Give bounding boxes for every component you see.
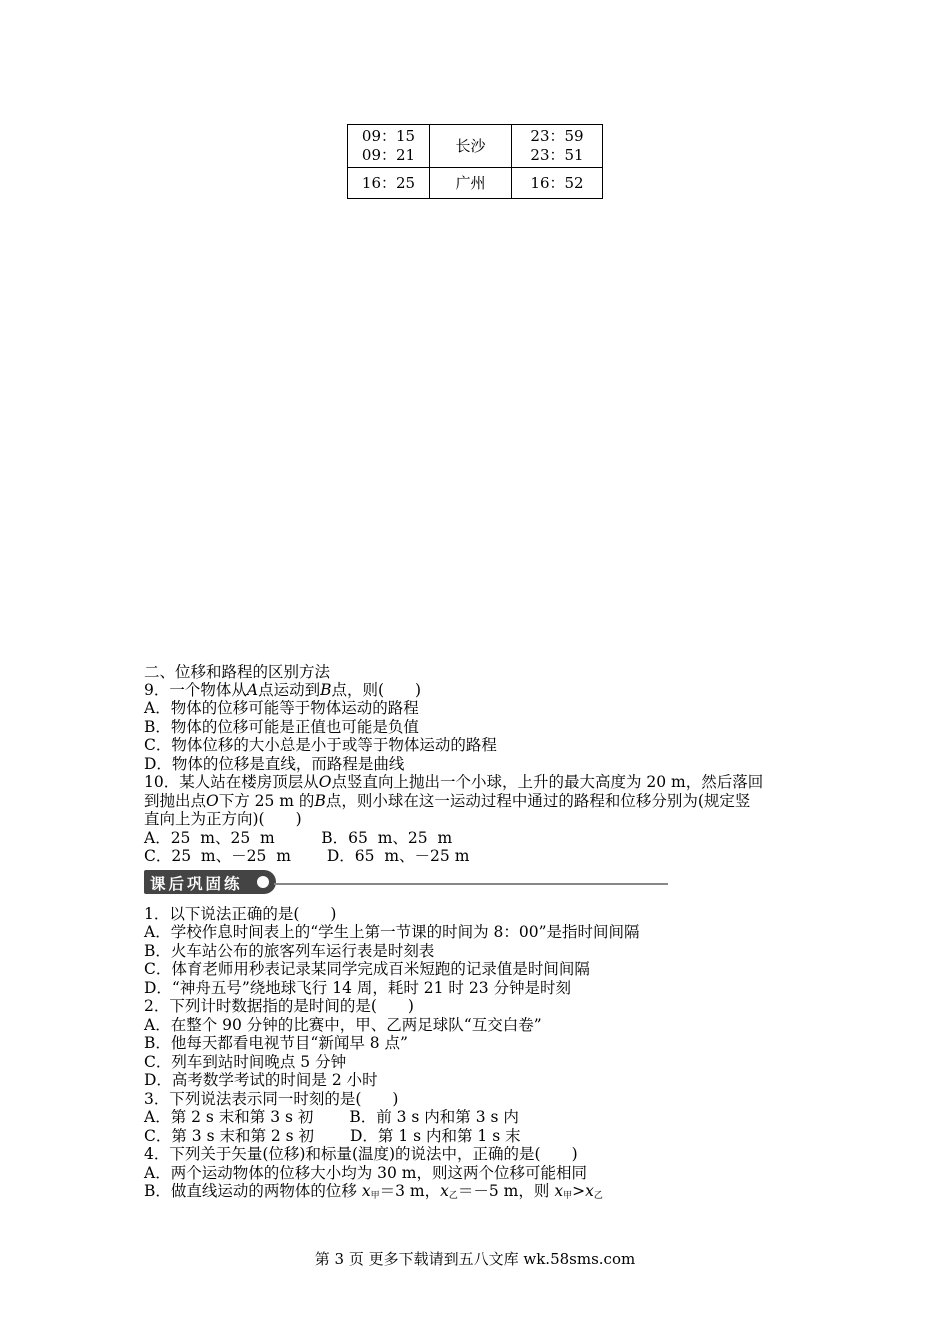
text: 9．一个物体从 (144, 681, 247, 699)
question-1-option-d: D．“神舟五号”绕地球飞行 14 周，耗时 21 时 23 分钟是时刻 (144, 979, 572, 997)
question-10-options-ab: A．25 m、25 m B．65 m、25 m (144, 829, 453, 847)
question-3-options-ab: A．第 2 s 末和第 3 s 初 B．前 3 s 内和第 3 s 内 (144, 1108, 519, 1126)
text: 点竖直向上抛出一个小球，上升的最大高度为 20 m，然后落回 (331, 773, 764, 791)
subscript: 甲 (563, 1191, 573, 1201)
arrive-time: 16：25 (361, 173, 416, 192)
question-1-stem: 1．以下说法正确的是( ) (144, 905, 337, 923)
table-row (348, 168, 603, 199)
depart-time: 09：21 (361, 146, 416, 164)
text: 点，则( ) (331, 681, 422, 699)
question-3-options-cd: C．第 3 s 末和第 2 s 初 D．第 1 s 内和第 1 s 末 (144, 1127, 521, 1145)
question-2-option-a: A．在整个 90 分钟的比赛中，甲、乙两足球队“互交白卷” (144, 1016, 542, 1034)
question-1-option-b: B．火车站公布的旅客列车运行表是时刻表 (144, 942, 435, 960)
point-label: O (318, 773, 332, 791)
table-cell (348, 168, 430, 199)
variable: x (440, 1182, 449, 1200)
question-9-option-c: C．物体位移的大小总是小于或等于物体运动的路程 (144, 736, 497, 754)
question-4-stem: 4．下列关于矢量(位移)和标量(温度)的说法中，正确的是( ) (144, 1145, 578, 1163)
text: ＝－5 m，则 (457, 1182, 550, 1200)
text: > (572, 1182, 586, 1200)
subscript: 乙 (448, 1191, 458, 1201)
question-2-stem: 2．下列计时数据指的是时间的是( ) (144, 997, 414, 1015)
page-footer: 第 3 页 更多下载请到五八文库 wk.58sms.com (314, 1250, 636, 1268)
question-9-option-a: A．物体的位移可能等于物体运动的路程 (144, 699, 419, 717)
bullet-icon (257, 876, 269, 888)
table-row (348, 125, 603, 168)
question-10-stem-line2 (144, 792, 750, 811)
table-cell (512, 168, 603, 199)
question-10-stem-line3: 直向上为正方向)( ) (144, 810, 302, 828)
point-label: O (206, 792, 219, 810)
variable: x (554, 1182, 564, 1200)
return-time: 23：51 (530, 146, 584, 164)
table-cell (348, 125, 430, 168)
text: 点运动到 (258, 681, 321, 699)
question-4-option-b (144, 1182, 603, 1206)
table-cell (512, 125, 603, 168)
station-name: 广州 (455, 173, 486, 192)
question-1-option-a: A．学校作息时间表上的“学生上第一节课的时间为 8：00”是指时间间隔 (144, 923, 640, 941)
subscript: 乙 (593, 1191, 603, 1201)
question-2-option-d: D．高考数学考试的时间是 2 小时 (144, 1071, 378, 1089)
return-time: 16：52 (530, 173, 584, 192)
text: 下方 25 m 的 (218, 792, 315, 810)
question-10-stem-line1 (144, 773, 763, 792)
question-9-option-d: D．物体的位移是直线，而路程是曲线 (144, 755, 405, 773)
table-cell (430, 168, 512, 199)
question-2-option-b: B．他每天都看电视节目“新闻早 8 点” (144, 1034, 408, 1052)
text: 点，则小球在这一运动过程中通过的路程和位移分别为(规定竖 (325, 792, 751, 810)
train-timetable (347, 124, 603, 199)
text: B．做直线运动的两物体的位移 (144, 1182, 357, 1200)
divider (274, 883, 668, 885)
point-label: B (314, 792, 326, 810)
point-label: B (320, 681, 332, 699)
text: 到抛出点 (144, 792, 207, 810)
question-9-stem (144, 681, 421, 700)
section-heading: 二、位移和路程的区别方法 (144, 663, 331, 681)
question-10-options-cd: C．25 m、－25 m D．65 m、－25 m (144, 847, 470, 865)
station-name: 长沙 (455, 136, 486, 155)
question-9-option-b: B．物体的位移可能是正值也可能是负值 (144, 718, 419, 736)
question-4-option-a: A．两个运动物体的位移大小均为 30 m，则这两个位移可能相同 (144, 1164, 587, 1182)
variable: x (361, 1182, 371, 1200)
subscript: 甲 (370, 1191, 380, 1201)
text: ＝3 m， (379, 1182, 441, 1200)
point-label: A (246, 681, 259, 699)
banner-label: 课后巩固练 (150, 875, 243, 893)
arrive-time: 09：15 (361, 127, 416, 145)
table-cell (430, 125, 512, 168)
variable: x (585, 1182, 594, 1200)
question-2-option-c: C．列车到站时间晚点 5 分钟 (144, 1053, 347, 1071)
return-time: 23：59 (530, 127, 584, 145)
question-3-stem: 3．下列说法表示同一时刻的是( ) (144, 1090, 399, 1108)
text: 10．某人站在楼房顶层从 (144, 773, 319, 791)
question-1-option-c: C．体育老师用秒表记录某同学完成百米短跑的记录值是时间间隔 (144, 960, 590, 978)
